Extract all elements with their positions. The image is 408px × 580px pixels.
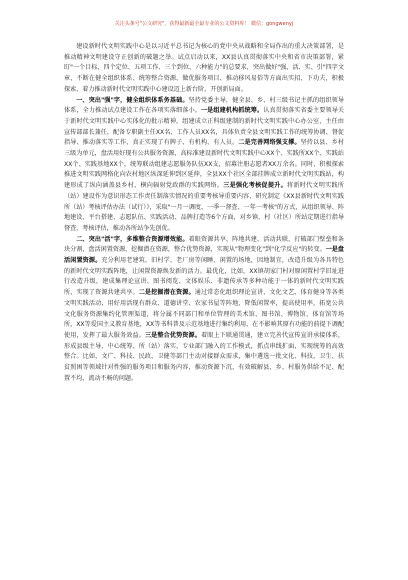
section-text: 着眼资源共享、阵地共建、活动共联，打破部门壁垒和条块分割，盘活闲置资源，挖掘潜在资源，整合优势资源，实现从"物理变化"到"化学反应"的转变。: [64, 235, 345, 254]
subsection-text: 认真贯彻落实省委主要领导关于新时代文明实践中心实体化的批示精神，组建成立正科级建制的新时代文明实践中心办公室，主任由宣传部部长兼任，配备专职副主任XX名、工作人员XX名，具体负责全县文明实践工作的统筹协调、督促指导、推动落实等工作，真正实现了有牌子、有机构、有人员。: [64, 107, 345, 147]
section-heading: 二、突出"活"字，多维整合资源增效能。: [76, 235, 189, 243]
intro-text: 建设新时代文明实践中心是以习近平总书记为核心的党中央从战略和全局作出的重大决策部署，是推动精神文明建设守正创新的破题之举。试点启动以来，XX县认真贯彻落实中央和省市决策部署，紧盯"一个目标、四个定位、五项工作、三个到位、六种能力"的总要求，突出做好"强、活、实、引"四字文章，不断在健全组织体系、统筹整合资源、做优服务项目、推动移风易俗等方面出实招、下功夫，积极探索、着力推动新时代文明实践中心建设迈上新台阶，开创新局面。: [64, 43, 344, 93]
subsection-heading: 一是盘活闲置资源。: [64, 246, 344, 265]
subsection-heading: 三是强化考核促提升。: [223, 182, 287, 190]
subsection-heading: 一是组建机构抓统筹。: [200, 107, 264, 115]
subsection-text: 将新时代文明实践所（站）建设作为意识形态工作责任制落实情况的重要考核导重要内容，研究制定《XX县新时代文明实践所（站）考核评估办法（试行）》，采取"一月一调度、一季一督查、一年一考核"的方式，从组织领导、阵地建设、平台搭建、志愿队伍、实践活动、品牌打造等6个方面，对乡镇、村（社区）所站定期进行指导督查，考核评估，推动各所站争先创优。: [64, 182, 345, 232]
subsection-heading: 二是挖掘潜在资源。: [138, 289, 195, 297]
subsection-heading: 二是完善网络强支撑。: [238, 139, 301, 147]
subsection-text: 着眼上下联通贯通，建立完善代宣传宣讲承接体系，形成县级主导、中心统筹、所（站）落实、专业部门融入的工作模式，抓点串线扩面，实现统筹的高效整合。比如，文广、科技、民政、卫健等部门主动对接群众需求，集中遴选一批文化、科技、卫生、扶贫照困等领域针对性强的服务项目和服务内容，推动资源下沉，有效破解县、乡、村服务供给不足、配置不均、流动不畅的问题。: [64, 331, 345, 382]
page-header-banner: 关注头条号"公文研究"，获得最新最全最专业的公文资料库！ 微信：gongwenyj: [114, 21, 294, 27]
document-body: [64, 42, 344, 385]
section-text: 坚持党委主导，健全县、乡、村三级书记主抓的组织领导体系，全力推动试点建设工作在各项实落细落小。: [64, 96, 345, 115]
paragraph-section-two: [64, 235, 344, 385]
paragraph-section-one: [64, 96, 344, 235]
subsection-text: 通过常态化组织理论宣讲、文化文艺、体育健身等各类文明实践活动，用好用活现有群众、道德讲堂、农家书屋等阵地，降低闲置率，提高使用率，拓宽公共文化服务资源集约化管理渠道，将分属不同部门和单位管理的美术馆、图书馆、博物馆、体育馆等场所，XX等爱国主义教育基地，XX等书科普及示范基地进行集约利用，在不影响其原有功能的前提下调配使用，发挥了最大服务效益。: [64, 289, 345, 339]
paragraph-intro: [64, 42, 344, 96]
subsection-text: 充分利用老建筑、旧村学、老厂房等闲睡、闲置的场地，因地制宜，改造升级为各具特色的新时代文明实践阵地，让闲置资源焕发新的活力。最优化，比如，XX镇胡家门村对原闲置村学旧址进行改造升级，建成集理论宣讲、图书阅览、文体娱乐、非遗传承等多种功能于一体的新时代文明实践所，实现了资源共建共享。: [64, 257, 345, 297]
section-heading: 一、突出"强"字，健全组织体系务基础。: [76, 96, 189, 104]
subsection-text: 坚持以县、乡村三级为单元，盘活用好现有公共服务资源，高标准建设新时代文明实践中心XX个、实践所XX个、实践站XX个、实践基地XX个，统筹联动组建志愿服务队伍XX支，招募注册志愿者XX万余名。同时，积极探索推进文明实践网格化向农村地区纵深延伸到区延伸，全县XX个社区全部挂牌成立新时代文明实践站，构建形成了纵向涵盖县乡村、横向辐射党政群的实践网络。: [64, 139, 345, 190]
subsection-heading: 三是整合优势资源。: [144, 331, 201, 339]
